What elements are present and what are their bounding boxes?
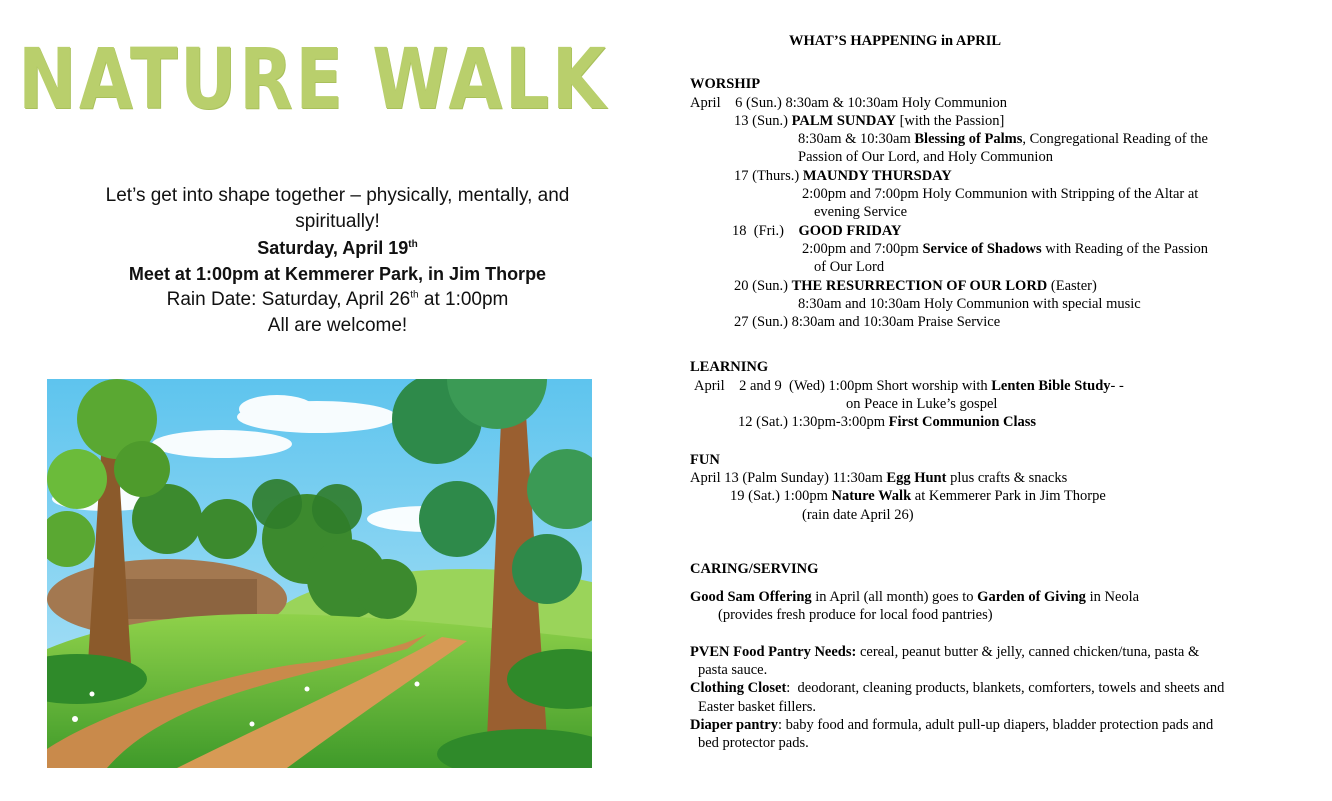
- line-bold: Garden of Giving: [977, 589, 1086, 606]
- rain-date-text: Rain Date: Saturday, April 26: [166, 289, 411, 310]
- line-bold: Diaper pantry: [690, 716, 778, 733]
- worship-line: [690, 240, 1310, 258]
- fun-line: [690, 487, 1310, 505]
- rain-date-time: at 1:00pm: [418, 289, 509, 310]
- worship-line: April 6 (Sun.) 8:30am & 10:30am Holy Communion: [690, 94, 1007, 111]
- worship-line: [690, 167, 1310, 185]
- caring-line: [690, 679, 1310, 697]
- rain-date-suffix: th: [410, 289, 419, 301]
- happenings-column: [690, 32, 1310, 753]
- line-text: 19 (Sat.) 1:00pm: [730, 488, 832, 505]
- learning-line: [690, 413, 1310, 431]
- caring-line: Easter basket fillers.: [698, 698, 816, 715]
- line-text: in April (all month) goes to: [811, 589, 978, 606]
- worship-line: 8:30am and 10:30am Holy Communion with special music: [798, 295, 1141, 312]
- worship-line: [690, 112, 1310, 130]
- line-text: : deodorant, cleaning products, blankets, comforters, towels and sheets and: [786, 680, 1225, 697]
- worship-line: Passion of Our Lord, and Holy Communion: [798, 149, 1053, 166]
- fun-heading: FUN: [690, 451, 720, 468]
- nature-walk-title: NATURE WALK: [18, 30, 609, 128]
- event-date: [40, 235, 635, 261]
- worship-line: [690, 222, 1310, 240]
- line-text: 17 (Thurs.): [734, 167, 803, 184]
- line-text: April 13 (Palm Sunday) 11:30am: [690, 469, 887, 486]
- line-text: 12 (Sat.) 1:30pm-3:00pm: [738, 414, 889, 431]
- worship-heading: WORSHIP: [690, 76, 761, 93]
- line-text: 2:00pm and 7:00pm: [802, 240, 923, 257]
- worship-line: [690, 130, 1310, 148]
- line-bold: Egg Hunt: [886, 469, 947, 486]
- line-text: 20 (Sun.): [734, 277, 792, 294]
- line-text: : baby food and formula, adult pull-up diapers, bladder protection pads and: [777, 716, 1214, 733]
- line-bold: PALM SUNDAY: [791, 112, 896, 129]
- worship-line: evening Service: [814, 204, 908, 221]
- happenings-heading: WHAT’S HAPPENING in APRIL: [788, 33, 1002, 49]
- worship-line: of Our Lord: [814, 259, 885, 276]
- line-bold: First Communion Class: [888, 414, 1037, 431]
- line-bold: Service of Shadows: [922, 240, 1042, 257]
- line-text: plus crafts & snacks: [946, 469, 1068, 486]
- line-bold: Nature Walk: [831, 488, 912, 505]
- welcome-line: All are welcome!: [267, 315, 408, 336]
- caring-line: [690, 716, 1310, 734]
- line-text: - -: [1110, 377, 1124, 394]
- event-date-suffix: th: [408, 239, 418, 250]
- caring-heading: CARING/SERVING: [690, 560, 819, 577]
- event-intro: [40, 183, 635, 339]
- caring-line: [690, 588, 1310, 606]
- line-text: 18 (Fri.): [732, 222, 799, 239]
- line-bold: Clothing Closet: [690, 680, 787, 697]
- worship-line: 2:00pm and 7:00pm Holy Communion with Stripping of the Altar at: [802, 186, 1199, 203]
- line-bold: PVEN Food Pantry Needs:: [690, 643, 857, 660]
- line-text: 13 (Sun.): [734, 112, 792, 129]
- fun-line: [690, 469, 1310, 487]
- forest-path-illustration: [47, 379, 592, 768]
- line-text: , Congregational Reading of the: [1022, 131, 1208, 148]
- line-text: April 2 and 9 (Wed) 1:00pm Short worship with: [694, 377, 992, 394]
- caring-line: (provides fresh produce for local food pantries): [718, 607, 993, 624]
- line-text: in Neola: [1085, 589, 1140, 606]
- worship-line: [690, 277, 1310, 295]
- learning-line: [690, 377, 1310, 395]
- line-bold: Lenten Bible Study: [991, 377, 1111, 394]
- intro-line-2: spiritually!: [295, 211, 380, 232]
- line-bold: Blessing of Palms: [914, 131, 1023, 148]
- line-text: (Easter): [1047, 277, 1097, 294]
- event-date-text: Saturday, April 19: [257, 238, 409, 258]
- meeting-location: Meet at 1:00pm at Kemmerer Park, in Jim Thorpe: [128, 264, 547, 284]
- line-text: 8:30am & 10:30am: [798, 131, 915, 148]
- line-text: [with the Passion]: [895, 112, 1005, 129]
- intro-line-1: Let’s get into shape together – physically, mentally, and: [105, 185, 570, 206]
- caring-line: [690, 643, 1310, 661]
- caring-line: pasta sauce.: [698, 662, 768, 679]
- line-bold: THE RESURRECTION OF OUR LORD: [791, 277, 1048, 294]
- fun-line: (rain date April 26): [802, 506, 914, 523]
- rain-date: [40, 287, 635, 313]
- learning-line: on Peace in Luke’s gospel: [846, 396, 998, 413]
- line-bold: Good Sam Offering: [690, 589, 812, 606]
- line-text: with Reading of the Passion: [1041, 240, 1209, 257]
- learning-heading: LEARNING: [690, 359, 769, 376]
- line-bold: GOOD FRIDAY: [798, 222, 902, 239]
- line-bold: MAUNDY THURSDAY: [802, 167, 952, 184]
- caring-line: bed protector pads.: [698, 735, 809, 752]
- line-text: at Kemmerer Park in Jim Thorpe: [911, 488, 1106, 505]
- worship-line: 27 (Sun.) 8:30am and 10:30am Praise Service: [734, 314, 1001, 331]
- line-text: cereal, peanut butter & jelly, canned chicken/tuna, pasta &: [856, 643, 1200, 660]
